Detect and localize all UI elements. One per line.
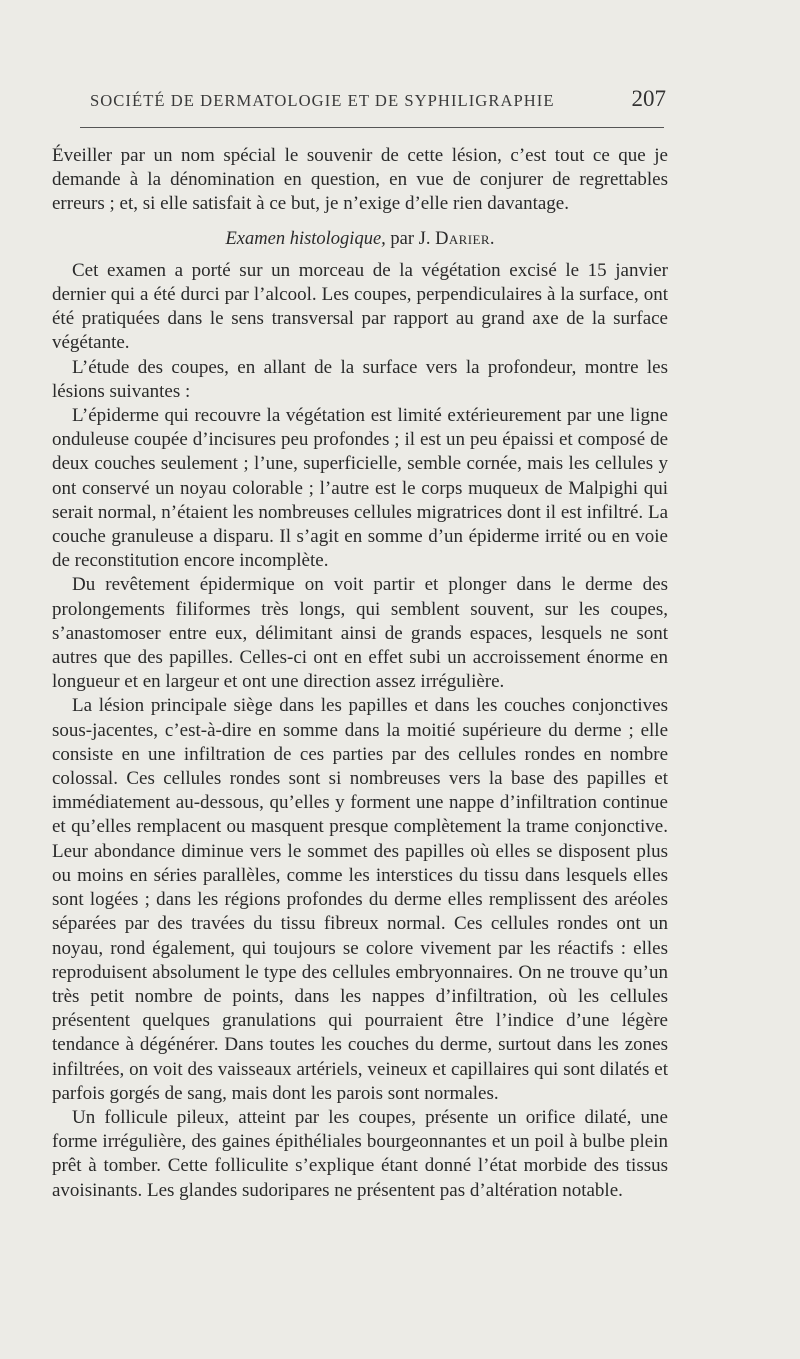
paragraph-revetement: Du revêtement épidermique on voit partir et plonger dans le derme des prolongements filiformes très longs, qui semblent souvent, sur les coupes, s’anastomoser entre eux, délimitant ainsi de grands espaces, lesquels ne sont autres que des papilles. Celles-ci ont en effet subi un accroissement énorme en longueur et en largeur et ont une direction assez irrégulière. [52,574,668,693]
header-rule [80,127,664,128]
paragraph-examen: Cet examen a porté sur un morceau de la végétation excisé le 15 janvier dernier qui a été durci par l’alcool. Les coupes, perpendiculaires à la surface, ont été pratiquées dans le sens transversal par rapport au grand axe de la surface végétante. [52,259,668,354]
page-number: 207 [631,86,666,111]
heading-title: Examen histologique, [225,228,386,249]
heading-author: Darier [435,228,490,249]
running-head: SOCIÉTÉ DE DERMATOLOGIE ET DE SYPHILIGRAPHIE [90,91,555,110]
body-text [52,144,668,1203]
heading-by: par J. [385,228,436,249]
heading-end: . [489,228,495,249]
section-heading [52,227,668,251]
page-header [88,86,666,118]
paragraph-lesion: La lésion principale siège dans les papilles et dans les couches conjonctives sous-jacentes, c’est-à-dire en somme dans la moitié supérieure du derme ; elle consiste en une infiltration de ces parties par des cellules rondes en nombre colossal. Ces cellules rondes sont si nombreuses vers la base des papilles et immédiatement au-dessous, qu’elles y forment une nappe d’infiltration continue et qu’elles remplacent ou masquent presque complètement la trame conjonctive. Leur abondance diminue vers le sommet des papilles où elles se disposent plus ou moins en séries parallèles, comme les interstices du tissu dans lesquels elles sont logées ; dans les régions profondes du derme elles remplissent des aréoles séparées par des travées du tissu fibreux normal. Ces cellules rondes ont un noyau, rond également, qui toujours se colore vivement par les réactifs : elles reproduisent absolument le type des cellules embryonnaires. On ne trouve qu’un très petit nombre de points, dans les nappes d’infiltration, où les cellules présentent quelques granulations qui pourraient être l’indice d’une légère tendance à dégénérer. Dans toutes les couches du derme, surtout dans les zones infiltrées, on voit des vaisseaux artériels, veineux et capillaires qui sont dilatés et parfois gorgés de sang, mais dont les parois sont normales. [52,695,668,1104]
paragraph-intro: Éveiller par un nom spécial le souvenir de cette lésion, c’est tout ce que je demande à la dénomination en question, en vue de conjurer de regrettables erreurs ; et, si elle satisfait à ce but, je n’exige d’elle rien davantage. [52,145,668,215]
paragraph-epiderme: L’épiderme qui recouvre la végétation est limité extérieurement par une ligne onduleuse coupée d’incisures peu profondes ; il est un peu épaissi et composé de deux couches seulement ; l’une, superficielle, semble cornée, mais les cellules y ont conservé un noyau colorable ; l’autre est le corps muqueux de Malpighi qui serait normal, n’étaient les nombreuses cellules migratrices dont il est infiltré. La couche granuleuse a disparu. Il s’agit en somme d’un épiderme irrité ou en voie de reconstitution encore incomplète. [52,405,668,572]
paragraph-etude: L’étude des coupes, en allant de la surface vers la profondeur, montre les lésions suivantes : [52,356,668,402]
paragraph-follicule: Un follicule pileux, atteint par les coupes, présente un orifice dilaté, une forme irrégulière, des gaines épithéliales bourgeonnantes et un poil à bulbe plein prêt à tomber. Cette folliculite s’explique étant donné l’état morbide des tissus avoisinants. Les glandes sudoripares ne présentent pas d’altération notable. [52,1106,668,1201]
